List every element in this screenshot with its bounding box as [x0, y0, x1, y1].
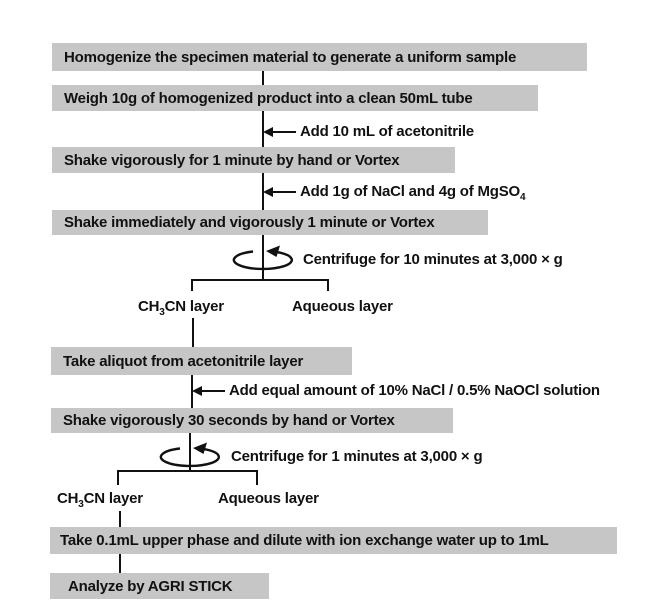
annotation-line — [272, 131, 296, 133]
step-shake-2-label: Shake immediately and vigorously 1 minute or Vortex — [64, 214, 435, 231]
connector-line — [119, 511, 121, 528]
annotation-add-acetonitrile: Add 10 mL of acetonitrile — [300, 123, 474, 140]
layer-label-ch3cn-subscript: 3 — [159, 307, 165, 318]
step-analyze — [50, 573, 269, 599]
step-weigh — [52, 85, 538, 111]
step-aliquot-label: Take aliquot from acetonitrile layer — [63, 352, 304, 370]
layer-label-ch3cn — [138, 297, 224, 317]
step-shake-1-label: Shake vigorously for 1 minute by hand or Vortex — [64, 151, 400, 169]
connector-line — [119, 554, 121, 574]
step-shake-1 — [52, 147, 455, 173]
branch-line — [117, 470, 258, 472]
branch-stub — [327, 279, 329, 291]
annotation-add-nacl-naocl: Add equal amount of 10% NaCl / 0.5% NaOCl solution — [229, 382, 600, 399]
layer-label-ch3cn-subscript: 3 — [78, 499, 84, 510]
layer-label-ch3cn — [57, 489, 143, 509]
centrifuge-rotation-icon — [148, 440, 232, 472]
connector-line — [192, 318, 194, 347]
step-analyze-label: Analyze by AGRI STICK — [68, 577, 233, 595]
step-dilute-label: Take 0.1mL upper phase and dilute with ion exchange water up to 1mL — [60, 532, 549, 549]
annotation-line — [272, 191, 296, 193]
step-aliquot — [51, 347, 352, 375]
layer-label-ch3cn-text: CH — [57, 490, 79, 507]
annotation-line — [201, 390, 225, 392]
step-weigh-label: Weigh 10g of homogenized product into a clean 50mL tube — [64, 89, 473, 107]
step-shake-3 — [51, 408, 453, 433]
annotation-centrifuge-1: Centrifuge for 10 minutes at 3,000 × g — [303, 251, 563, 268]
layer-label-aqueous: Aqueous layer — [292, 298, 393, 315]
branch-stub — [191, 279, 193, 291]
connector-line — [262, 71, 264, 86]
centrifuge-rotation-icon — [221, 243, 305, 275]
branch-stub — [117, 470, 119, 485]
annotation-add-salts — [300, 182, 525, 202]
layer-label-aqueous: Aqueous layer — [218, 490, 319, 507]
annotation-add-salts-subscript: 4 — [520, 192, 526, 203]
step-dilute — [50, 527, 617, 554]
branch-line — [191, 279, 329, 281]
branch-stub — [256, 470, 258, 485]
layer-label-ch3cn-text: CN layer — [164, 298, 224, 315]
annotation-centrifuge-2: Centrifuge for 1 minutes at 3,000 × g — [231, 448, 483, 465]
step-shake-3-label: Shake vigorously 30 seconds by hand or Vortex — [63, 412, 395, 429]
layer-label-ch3cn-text: CH — [138, 298, 160, 315]
layer-label-ch3cn-text: CN layer — [83, 490, 143, 507]
annotation-add-salts-text: Add 1g of NaCl and 4g of MgSO — [300, 183, 521, 200]
step-homogenize-label: Homogenize the specimen material to generate a uniform sample — [64, 48, 517, 66]
step-shake-2 — [52, 210, 488, 235]
step-homogenize — [52, 43, 587, 71]
